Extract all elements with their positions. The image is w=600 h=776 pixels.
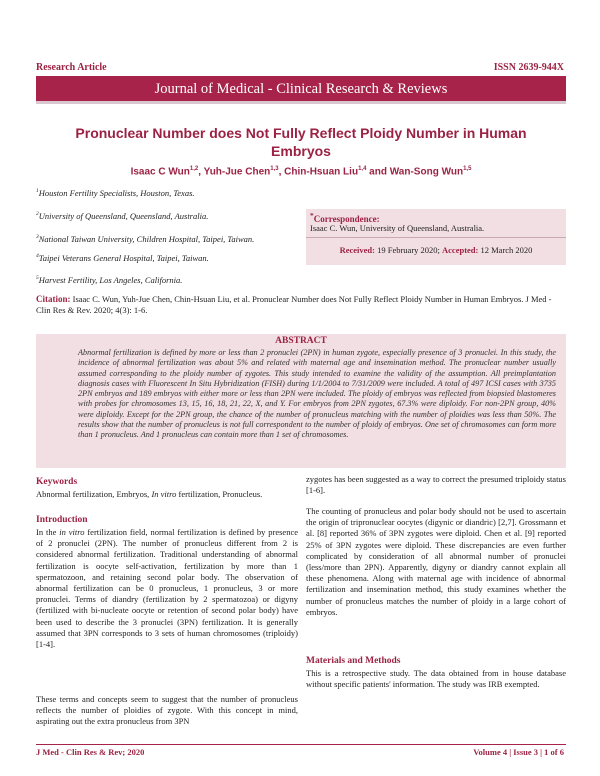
- affiliation-5: [36, 275, 182, 285]
- affiliation-number: 3: [36, 234, 39, 241]
- author-4-sup: 1,5: [463, 166, 472, 172]
- received-date: 19 February 2020;: [374, 245, 443, 255]
- intro-p1-italic: in vitro: [59, 527, 85, 537]
- correspondence-box: [306, 209, 566, 265]
- author-2-sup: 1,3: [270, 166, 279, 172]
- keywords-part-1: Abnormal fertilization, Embryos,: [36, 489, 152, 499]
- author-3-sup: 1,4: [358, 166, 367, 172]
- affiliation-number: 5: [36, 275, 39, 282]
- received-label: Received:: [339, 245, 375, 255]
- author-1-sup: 1,2: [189, 166, 199, 172]
- intro-paragraph-1: [36, 527, 298, 650]
- intro-paragraph-2: These terms and concepts seem to suggest that the number of pronucleus reflects the number of ploidies of zygote. With this concept in mind, aspirating out the extra pronucleus from 3PN: [36, 694, 298, 727]
- affiliation-number: 1: [36, 188, 39, 195]
- right-paragraph-2: The counting of pronucleus and polar body should not be used to ascertain the origin of tripronuclear oocytes (digynic or diandric) [2,7]. Grossmann et al. [8] reported 36% of 3PN zygotes were diploid. Chen et al. [9] reported 25% of 3PN zygotes were diploid. These discrepancies are even further complicated by consideration of all abnormal number of pronuclei (less/more than 2PN). Apparently, digyny or diandry cannot explain all these phenomena. Along with maternal age with incidence of abnormal fertilization and insemination method, this study examines whether the number of pronucleus matches the number of ploidy in a large cohort of embryos.: [306, 506, 566, 617]
- citation-text: Isaac C. Wun, Yuh-Jue Chen, Chin-Hsuan Liu, et al. Pronuclear Number does Not Fully Reflect Ploidy Number in Human Embryos. J Med - Clin Res & Rev. 2020; 4(3): 1-6.: [36, 294, 552, 315]
- keywords-part-2: fertilization, Pronucleus.: [176, 489, 263, 499]
- accepted-label: Accepted:: [442, 245, 479, 255]
- footer-left: J Med - Clin Res & Rev; 2020: [36, 747, 145, 757]
- keywords-heading: Keywords: [36, 477, 78, 487]
- affiliation-text: University of Queensland, Queensland, Australia.: [38, 211, 209, 221]
- correspondence-divider: [306, 237, 566, 238]
- right-paragraph-1: zygotes has been suggested as a way to correct the presumed triploidy status [1-6].: [306, 474, 566, 496]
- affiliation-number: 2: [36, 211, 39, 218]
- affiliation-number: 4: [36, 253, 39, 260]
- correspondence-asterisk: *: [310, 211, 314, 220]
- title-line-1: Pronuclear Number does Not Fully Reflect Ploidy Number in Human: [75, 125, 527, 141]
- affiliation-1: [36, 188, 195, 198]
- affiliation-3: [36, 234, 254, 244]
- issn: ISSN 2639-944X: [493, 62, 564, 73]
- keywords-italic: In vitro: [151, 489, 177, 499]
- right-paragraph-3: This is a retrospective study. The data obtained from in house database without specific patients' information. The study was IRB exempted.: [306, 668, 566, 690]
- footer-right: Volume 4 | Issue 3 | 1 of 6: [473, 747, 564, 757]
- citation-label: Citation:: [36, 294, 71, 304]
- accepted-date: 12 March 2020: [478, 245, 533, 255]
- materials-methods-heading: Materials and Methods: [306, 656, 401, 666]
- journal-banner: [36, 76, 566, 104]
- abstract-heading: ABSTRACT: [275, 336, 327, 346]
- author-list: [36, 166, 566, 177]
- journal-title: Journal of Medical - Clinical Research & Reviews: [154, 81, 448, 97]
- introduction-heading: Introduction: [36, 515, 88, 525]
- intro-p1-start: In the: [36, 527, 60, 537]
- correspondence-dates: [306, 245, 566, 255]
- abstract-box: [36, 334, 566, 468]
- affiliation-2: [36, 211, 208, 221]
- keywords-text: [36, 489, 298, 500]
- paper-title: [36, 124, 566, 160]
- author-3: , Chin-Hsuan Liu: [278, 166, 359, 178]
- affiliation-text: Harvest Fertility, Los Angeles, California.: [38, 275, 183, 285]
- article-type: Research Article: [36, 62, 107, 73]
- affiliation-text: Taipei Veterans General Hospital, Taipei, Taiwan.: [38, 253, 209, 263]
- correspondence-body: Isaac C. Wun, University of Queensland, Australia.: [310, 223, 485, 233]
- intro-p1-rest: fertilization field, normal fertilization is defined by presence of 2 pronuclei (2PN). The number of pronucleus different from 2 is considered abnormal fertilization. Traditional understanding of abnormal fertilization is oocyte self-activation, fertilization by more than 1 spermatozoon, and retaining second polar body. The observation of abnormal fertilization can be 0 pronucleus, 1 pronucleus, 3 or more pronuclei. Terms of diandry (fertilization by 2 spermatozoa) or digyny (fertilized with bi-nucleate oocyte or retention of second polar body) have been used to describe the 3 pronuclei (3PN) fertilization. It is generally assumed that 3PN corresponds to 3 sets of human chromosomes (triploidy) [1-4].: [36, 527, 298, 650]
- affiliation-text: Houston Fertility Specialists, Houston, Texas.: [38, 188, 195, 198]
- affiliation-text: National Taiwan University, Children Hospital, Taipei, Taiwan.: [38, 234, 255, 244]
- author-1: Isaac C Wun: [130, 166, 190, 178]
- footer-divider: [36, 744, 566, 745]
- author-4: and Wan-Song Wun: [366, 166, 464, 178]
- title-line-2: Embryos: [271, 143, 331, 159]
- author-2: , Yuh-Jue Chen: [198, 166, 271, 178]
- citation: [36, 294, 566, 316]
- abstract-text: Abnormal fertilization is defined by more or less than 2 pronuclei (2PN) in human zygote, especially presence of 3 pronuclei. In this study, the incidence of abnormal fertilization was about 5% and related with maternal age and insemination method. The pronuclear number usually assumed corresponding to the ploidy number of zygotes. This study intended to examine the validity of the assumption. All preimplantation diagnosis cases with Fluorescent In Situ Hybridization (FISH) during 1/1/2004 to 7/31/2009 were included. A total of 497 ICSI cases with 3735 2PN embryos and 189 embryos with either more or less than 2PN were included. The ploidy of embryos was reflected from biopsied blastomeres with probes for chromosomes 13, 15, 16, 18, 21, 22, X, and Y. For embryos from 2PN zygotes, 67.3% were diploidy. For non-2PN group, 40% were diploidy. Except for the 2PN group, the chance of the number of pronucleus matching with the number of ploidies was less than 50%. The results show that the number of pronucleus is not full correspondent to the number of ploidy of embryos. One set of chromosomes can form more than 1 pronucleus. And 1 pronucleus can contain more than 1 set of chromosomes.: [78, 348, 556, 440]
- affiliation-4: [36, 253, 209, 263]
- correspondence-label: Correspondence:: [313, 214, 380, 224]
